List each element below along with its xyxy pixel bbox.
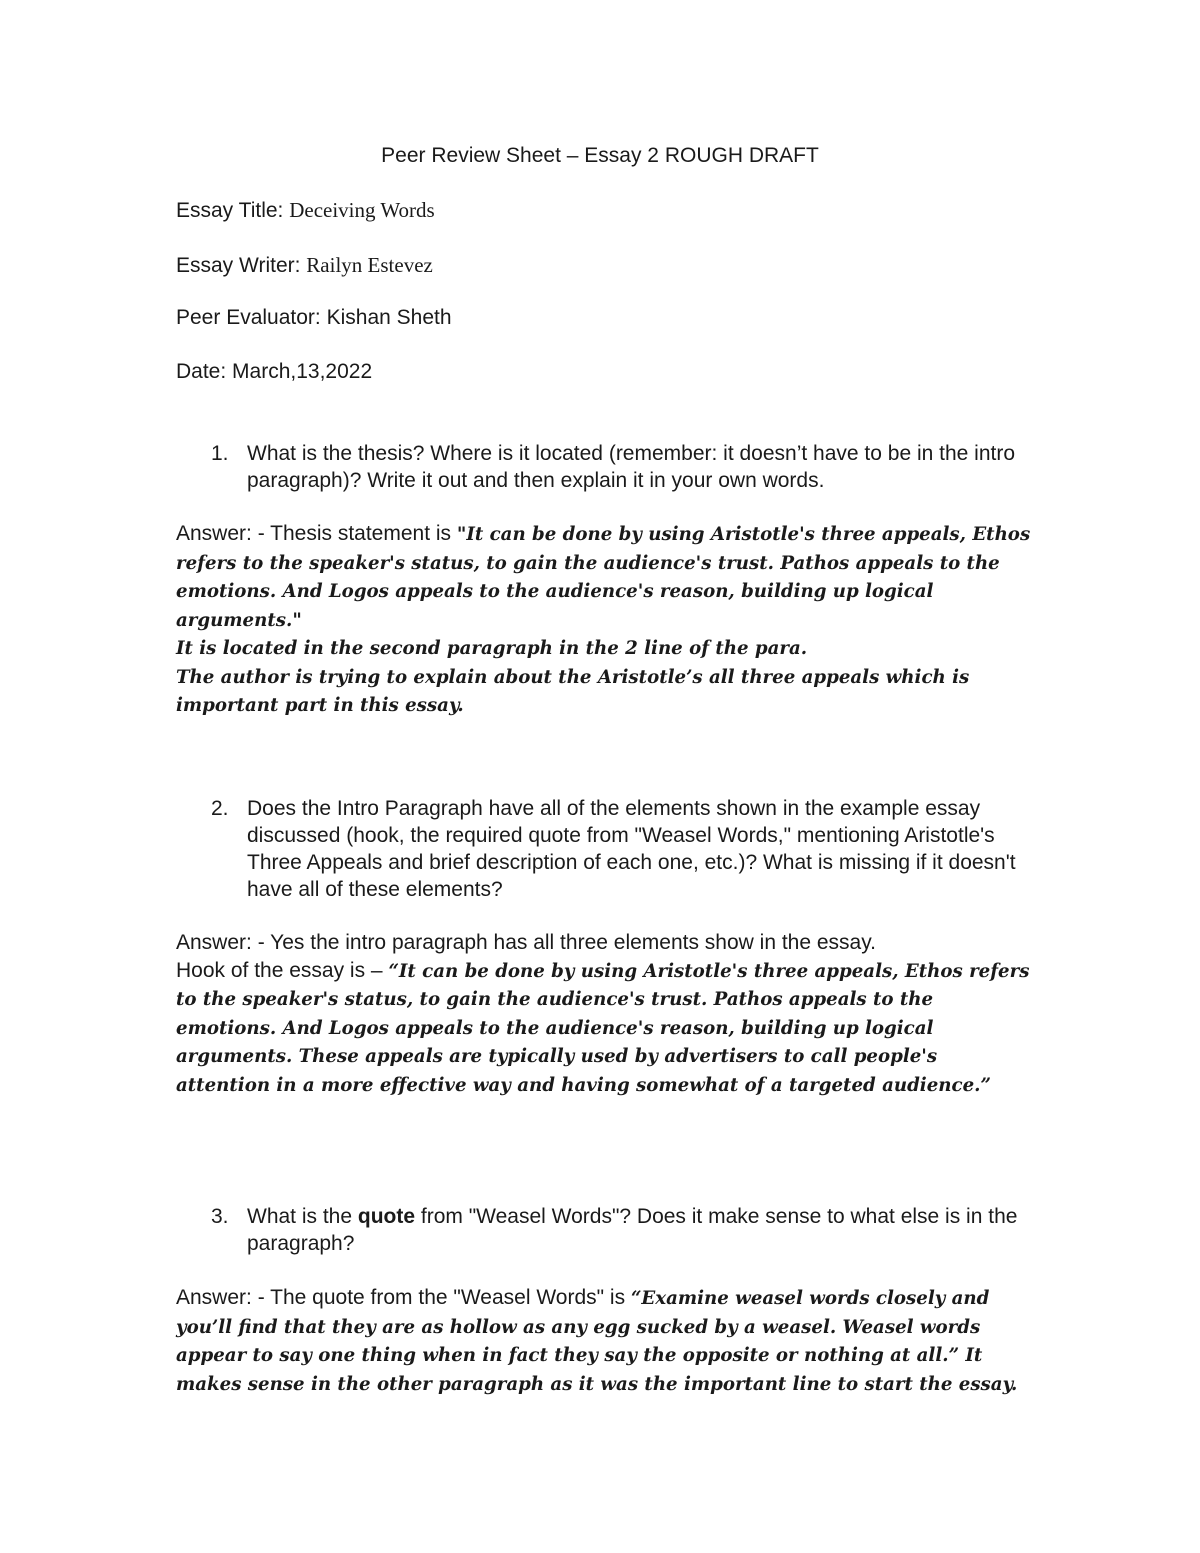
answer-1-explanation: The author is trying to explain about the Aristotle’s all three appeals which is important part in this essay. — [176, 666, 970, 716]
answer-1 — [176, 520, 1036, 720]
answer-3 — [176, 1284, 1036, 1398]
answer-3-quote: “Examine weasel words closely and you’ll find that they are as hollow as any egg sucked by a weasel. Weasel words appear to say one thing when in fact they say the opposite or nothing at all.” It makes sense in the other paragraph as it was the important line to start the essay. — [176, 1288, 1018, 1395]
answer-2-prefix: Answer: - Yes the intro paragraph has all three elements show in the essay. — [176, 931, 877, 954]
question-3 — [176, 1203, 1036, 1257]
answer-1-thesis-quote: "It can be done by using Aristotle's three appeals, Ethos refers to the speaker's status, to gain the audience's trust. Pathos appeals to the emotions. And Logos appeals to the audience's reason, building up logical arguments." — [176, 524, 1031, 631]
question-3-text-after: from "Weasel Words"? Does it make sense to what else is in the paragraph? — [247, 1205, 1018, 1255]
date-field — [176, 358, 372, 386]
answer-2-hook-quote: “It can be done by using Aristotle's three appeals, Ethos refers to the speaker's status, to gain the audience's trust. Pathos appeals to the emotions. And Logos appeals to the audience's reason, building up logical arguments. These appeals are typically used by advertisers to call people's attention in a more effective way and having somewhat of a targeted audience.” — [176, 960, 1030, 1096]
peer-evaluator-value: Kishan Sheth — [326, 306, 452, 329]
question-1-text: What is the thesis? Where is it located (remember: it doesn’t have to be in the intro paragraph)? Write it out and then explain it in your own words. — [247, 442, 1016, 492]
answer-1-location: It is located in the second paragraph in the 2 line of the para. — [176, 638, 808, 659]
page-title: Peer Review Sheet – Essay 2 ROUGH DRAFT — [381, 144, 819, 167]
question-3-text — [247, 1203, 1036, 1257]
answer-2-prefix-hook: Hook of the essay is – — [176, 958, 389, 982]
date-label: Date: — [176, 360, 233, 383]
essay-title-value: Deceiving Words — [289, 198, 435, 222]
question-3-number: 3. — [211, 1205, 229, 1228]
essay-writer-value: Railyn Estevez — [306, 253, 433, 277]
peer-evaluator-field — [176, 304, 452, 332]
answer-2 — [176, 929, 1036, 1099]
date-value: March,13,2022 — [232, 360, 373, 383]
answer-1-prefix: Answer: - Thesis statement is — [176, 522, 457, 545]
question-2-text: Does the Intro Paragraph have all of the elements shown in the example essay discussed (hook, the required quote from "Weasel Words," mentioning Aristotle's Three Appeals and brief description of each one, etc.)? What is missing if it doesn't have all of these elements? — [247, 797, 1016, 901]
question-1-number: 1. — [211, 442, 229, 465]
essay-title-label: Essay Title: — [176, 199, 290, 222]
essay-title-field — [176, 196, 435, 225]
question-2 — [176, 795, 1036, 903]
question-2-number: 2. — [211, 797, 229, 820]
question-1 — [176, 440, 1036, 494]
answer-3-prefix: Answer: - The quote from the "Weasel Words" is — [176, 1286, 631, 1309]
question-3-text-bold: quote — [357, 1205, 416, 1228]
peer-evaluator-label: Peer Evaluator: — [176, 306, 327, 329]
question-3-text-before: What is the — [247, 1205, 358, 1228]
essay-writer-field — [176, 251, 433, 280]
essay-writer-label: Essay Writer: — [176, 254, 307, 277]
